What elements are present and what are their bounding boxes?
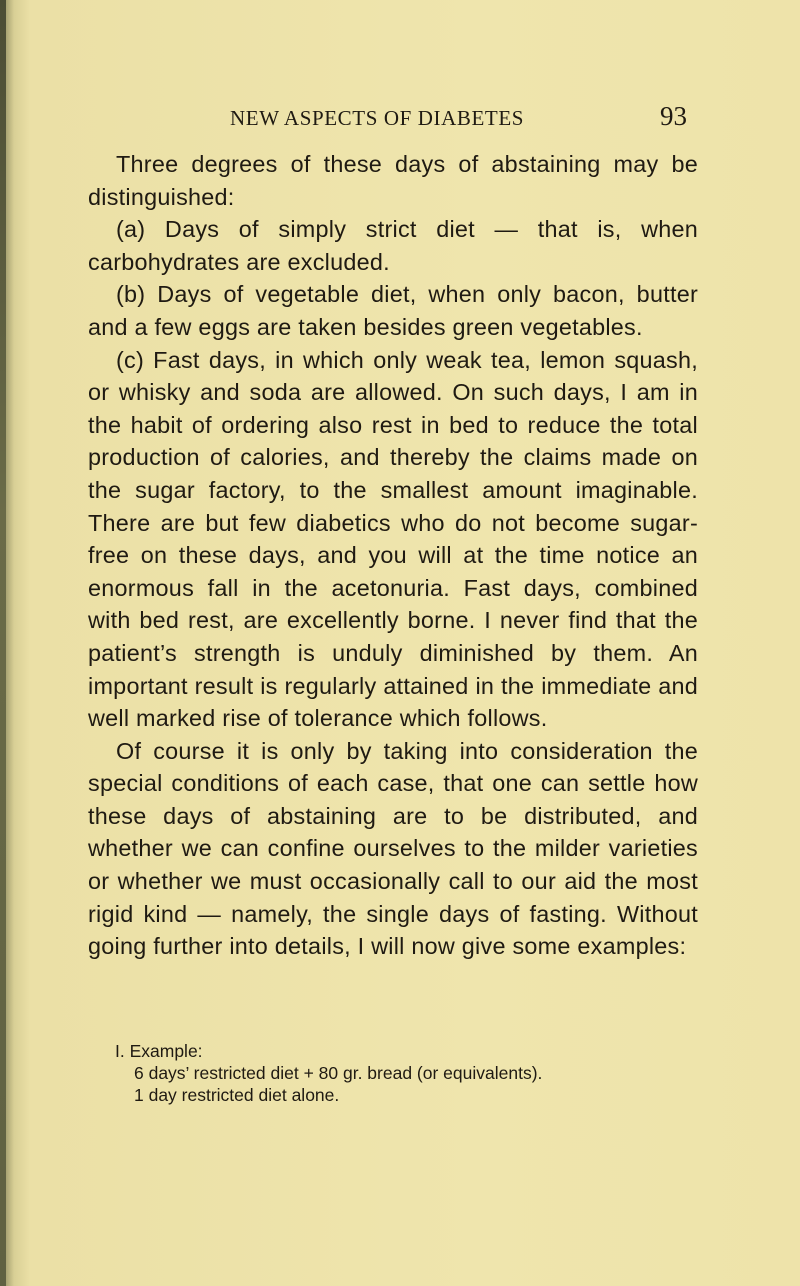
paragraph-2: Of course it is only by taking into consideration the special conditions of each case, that one can settle how these days of abstaining are to be distributed, and whether we can confine ourselves to the milder varieties or whether we must occasionally call to our aid the most rigid kind — namely, the single days of fasting. Without going further into details, I will now give some examples: bbox=[88, 737, 698, 960]
list-item-b: (b) Days of vegetable diet, when only bacon, butter and a few eggs are taken besides green vegetables. bbox=[88, 281, 698, 340]
page-number: 93 bbox=[660, 101, 687, 131]
running-title: NEW ASPECTS OF DIABETES bbox=[230, 106, 525, 130]
list-item-c: (c) Fast days, in which only weak tea, lemon squash, or whisky and soda are allowed. On such days, I am in the habit of ordering also rest in bed to reduce the total production of calories, and thereby the claims made on the sugar factory, to the smallest amount imaginable. There are but few diabetics who do not become sugar-free on these days, and you will at the time notice an enormous fall in the acetonuria. Fast days, combined with bed rest, are excellently borne. I never find that the patient’s strength is unduly diminished by them. An important result is regularly attained in the immediate and well marked rise of tolerance which follows. bbox=[88, 346, 698, 732]
example-line-2: 1 day restricted diet alone. bbox=[134, 1085, 340, 1105]
example-line-1: 6 days’ restricted diet + 80 gr. bread (or equivalents). bbox=[134, 1063, 543, 1083]
example-heading: I. Example: bbox=[115, 1041, 203, 1061]
binding-gutter bbox=[0, 0, 6, 1286]
examples-block bbox=[115, 1040, 715, 1106]
body-text bbox=[88, 148, 698, 963]
list-item-a: (a) Days of simply strict diet — that is, when carbohydrates are excluded. bbox=[88, 216, 698, 275]
intro-paragraph: Three degrees of these days of abstaining may be distinguished: bbox=[88, 151, 698, 210]
